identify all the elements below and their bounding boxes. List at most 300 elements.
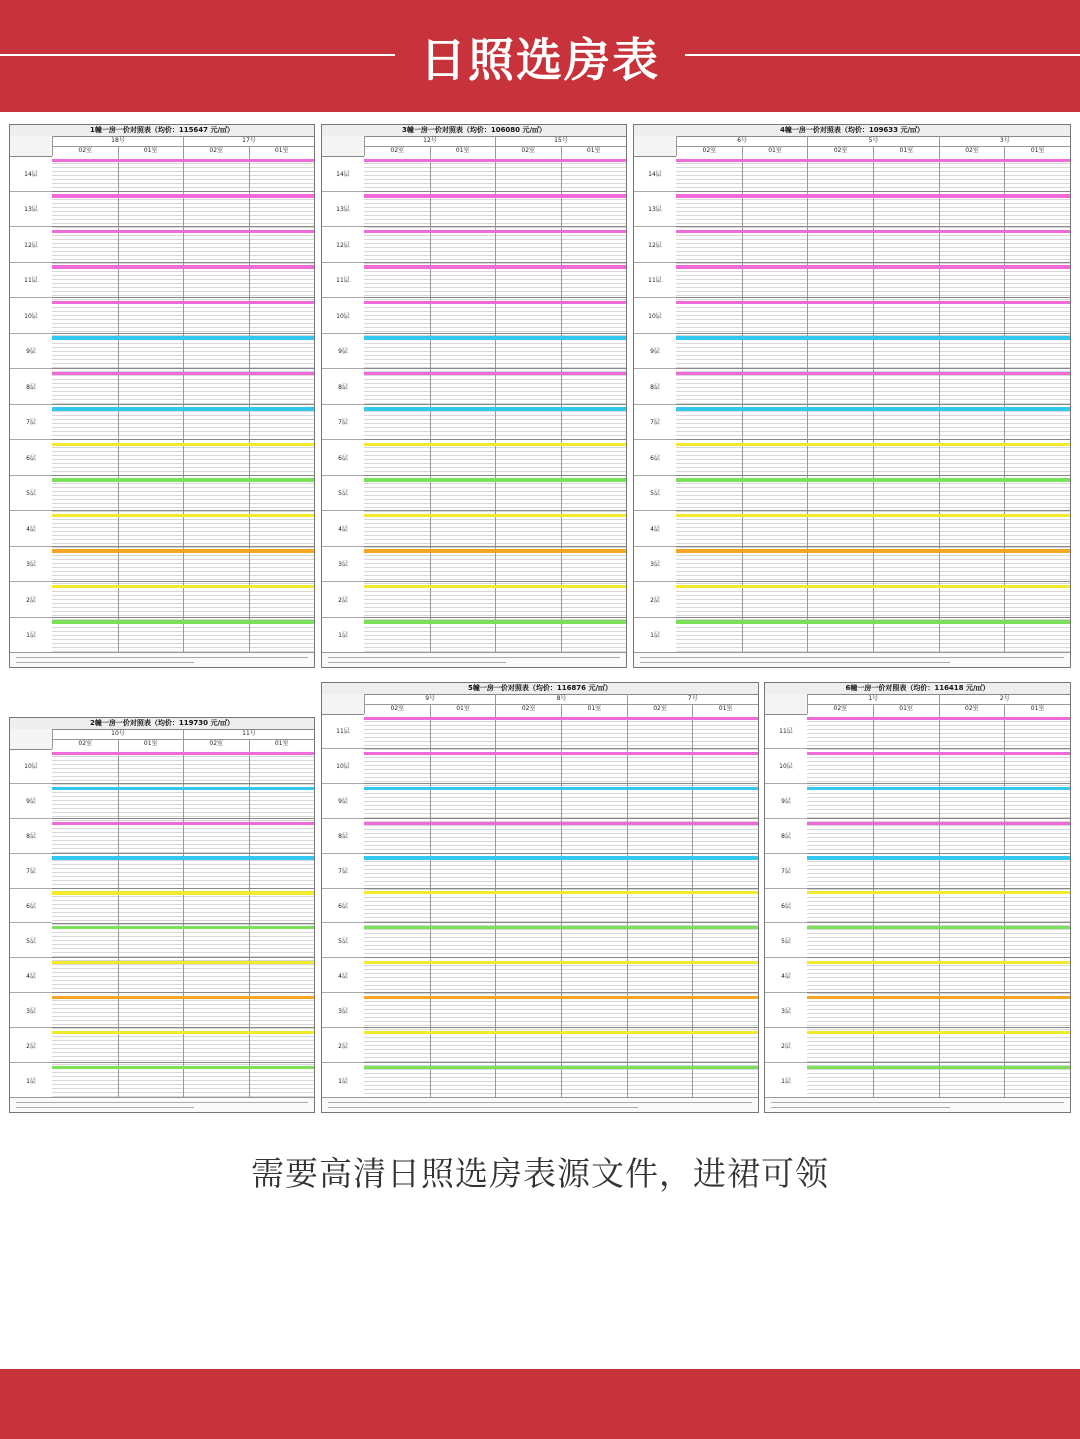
sunlight-strip — [364, 585, 626, 588]
building-6-price-sheet — [764, 682, 1071, 1113]
sunlight-strip — [807, 891, 1070, 894]
room-label: 01室 — [430, 704, 496, 714]
floor-column — [10, 156, 53, 653]
floor-label: 9层 — [634, 334, 676, 370]
sunlight-strip — [676, 265, 1070, 268]
room-label: 02室 — [676, 146, 742, 156]
sunlight-strip — [676, 585, 1070, 588]
sunlight-strip — [52, 230, 314, 233]
sunlight-strip — [807, 822, 1070, 825]
row-separator — [52, 888, 314, 889]
row-separator — [364, 922, 758, 923]
sheet-title: 3幢一房一价对照表（均价：106080 元/㎡） — [322, 125, 626, 137]
sunlight-strip — [52, 787, 314, 790]
room-label: 01室 — [1004, 704, 1070, 714]
floor-label: 8层 — [322, 819, 364, 854]
sunlight-strip — [52, 514, 314, 517]
column-divider — [495, 714, 496, 1098]
floor-column — [765, 714, 808, 1098]
unit-label: 12号 — [364, 136, 495, 146]
row-separator — [364, 1027, 758, 1028]
footer-band — [0, 1369, 1080, 1439]
sunlight-strip — [676, 336, 1070, 339]
floor-label: 8层 — [765, 819, 807, 854]
sheet-footnote — [634, 652, 1070, 667]
sunlight-strip — [52, 372, 314, 375]
floor-label: 2层 — [322, 1028, 364, 1063]
row-separator — [676, 368, 1070, 369]
floor-label: 4层 — [10, 511, 52, 547]
price-grid — [807, 714, 1070, 1098]
row-separator — [52, 1062, 314, 1063]
floor-label: 13层 — [10, 192, 52, 228]
sunlight-strip — [52, 407, 314, 410]
row-separator — [364, 853, 758, 854]
row-separator — [807, 818, 1070, 819]
row-separator — [676, 191, 1070, 192]
floor-label: 13层 — [634, 192, 676, 228]
room-label: 01室 — [561, 704, 627, 714]
floor-column — [322, 714, 365, 1098]
floor-label: 1层 — [322, 1063, 364, 1098]
row-separator — [364, 617, 626, 618]
header-left-cell — [10, 729, 52, 750]
floor-label: 10层 — [765, 749, 807, 784]
sunlight-strip — [676, 159, 1070, 162]
sunlight-strip — [364, 787, 758, 790]
unit-label: 11号 — [183, 729, 314, 739]
floor-label: 7层 — [322, 405, 364, 441]
floor-label: 10层 — [10, 749, 52, 784]
sunlight-strip — [364, 194, 626, 197]
sunlight-strip — [364, 891, 758, 894]
sunlight-strip — [676, 407, 1070, 410]
floor-label: 9层 — [765, 784, 807, 819]
sunlight-strip — [364, 301, 626, 304]
sunlight-strip — [52, 1066, 314, 1069]
building-4-price-sheet — [633, 124, 1071, 668]
sunlight-strip — [364, 336, 626, 339]
sunlight-strip — [364, 1066, 758, 1069]
room-label: 02室 — [939, 146, 1005, 156]
row-separator — [364, 226, 626, 227]
floor-label: 1层 — [634, 618, 676, 654]
row-separator — [676, 297, 1070, 298]
floor-label: 9层 — [10, 334, 52, 370]
floor-label: 5层 — [10, 476, 52, 512]
floor-column — [10, 749, 53, 1098]
floor-label: 13层 — [322, 192, 364, 228]
floor-label: 11层 — [322, 714, 364, 749]
floor-label: 3层 — [322, 993, 364, 1028]
floor-label: 6层 — [322, 889, 364, 924]
sunlight-strip — [364, 159, 626, 162]
price-grid — [52, 156, 314, 653]
sunlight-strip — [52, 194, 314, 197]
sunlight-strip — [364, 407, 626, 410]
floor-label: 10层 — [634, 298, 676, 334]
column-divider — [939, 714, 940, 1098]
header-left-cell — [322, 136, 364, 157]
row-separator — [364, 818, 758, 819]
row-separator — [676, 439, 1070, 440]
column-divider — [249, 749, 250, 1098]
row-separator — [52, 297, 314, 298]
header-banner — [0, 0, 1080, 112]
floor-label: 4层 — [322, 511, 364, 547]
row-separator — [52, 546, 314, 547]
sunlight-strip — [364, 822, 758, 825]
sunlight-strip — [676, 478, 1070, 481]
floor-label: 2层 — [765, 1028, 807, 1063]
sheet-title: 5幢一房一价对照表（均价：116876 元/㎡） — [322, 683, 758, 695]
row-separator — [364, 748, 758, 749]
column-divider — [183, 749, 184, 1098]
sunlight-strip — [52, 926, 314, 929]
sunlight-strip — [676, 443, 1070, 446]
row-separator — [364, 368, 626, 369]
price-grid — [364, 156, 626, 653]
room-label: 02室 — [807, 704, 873, 714]
sunlight-strip — [807, 752, 1070, 755]
unit-label: 8号 — [495, 694, 626, 704]
room-label: 02室 — [52, 739, 118, 749]
floor-label: 1层 — [10, 618, 52, 654]
floor-label: 14层 — [634, 156, 676, 192]
row-separator — [52, 262, 314, 263]
sheet-title: 2幢一房一价对照表（均价：119730 元/㎡） — [10, 718, 314, 730]
page-title: 日照选房表 — [420, 33, 660, 87]
unit-label: 7号 — [627, 694, 758, 704]
row-separator — [52, 368, 314, 369]
sunlight-strip — [676, 230, 1070, 233]
floor-label: 7层 — [10, 854, 52, 889]
row-separator — [676, 333, 1070, 334]
row-separator — [52, 510, 314, 511]
column-divider — [430, 714, 431, 1098]
room-label: 01室 — [118, 739, 184, 749]
floor-label: 11层 — [10, 263, 52, 299]
sunlight-strip — [52, 891, 314, 894]
sunlight-strip — [364, 1031, 758, 1034]
room-label: 01室 — [742, 146, 808, 156]
floor-label: 9层 — [322, 334, 364, 370]
row-separator — [364, 404, 626, 405]
floor-label: 6层 — [10, 440, 52, 476]
sunlight-strip — [364, 265, 626, 268]
row-separator — [807, 853, 1070, 854]
floor-label: 4层 — [765, 958, 807, 993]
room-label: 01室 — [249, 146, 315, 156]
row-separator — [364, 262, 626, 263]
row-separator — [52, 853, 314, 854]
row-separator — [676, 581, 1070, 582]
floor-label: 1层 — [765, 1063, 807, 1098]
row-separator — [676, 617, 1070, 618]
row-separator — [807, 748, 1070, 749]
header-left-cell — [322, 694, 364, 715]
floor-label: 3层 — [10, 993, 52, 1028]
unit-label: 5号 — [807, 136, 938, 146]
room-label: 02室 — [183, 739, 249, 749]
sunlight-strip — [52, 752, 314, 755]
floor-label: 1层 — [10, 1063, 52, 1098]
sunlight-strip — [52, 159, 314, 162]
row-separator — [676, 475, 1070, 476]
row-separator — [364, 888, 758, 889]
room-label: 01室 — [692, 704, 758, 714]
room-label: 02室 — [495, 146, 561, 156]
building-3-price-sheet — [321, 124, 627, 668]
row-separator — [807, 922, 1070, 923]
column-divider — [118, 749, 119, 1098]
row-separator — [807, 888, 1070, 889]
floor-column — [322, 156, 365, 653]
price-grid — [52, 749, 314, 1098]
row-separator — [364, 546, 626, 547]
sunlight-strip — [364, 443, 626, 446]
row-separator — [807, 1027, 1070, 1028]
sunlight-strip — [364, 717, 758, 720]
floor-label: 12层 — [322, 227, 364, 263]
sunlight-strip — [676, 620, 1070, 623]
row-separator — [676, 262, 1070, 263]
floor-label: 11层 — [765, 714, 807, 749]
row-separator — [364, 510, 626, 511]
building-1-price-sheet — [9, 124, 315, 668]
floor-label: 10层 — [322, 298, 364, 334]
sunlight-strip — [364, 961, 758, 964]
row-separator — [807, 992, 1070, 993]
row-separator — [52, 404, 314, 405]
row-separator — [364, 992, 758, 993]
row-separator — [364, 957, 758, 958]
floor-label: 4层 — [10, 958, 52, 993]
sheet-footnote — [322, 1097, 758, 1112]
row-separator — [52, 475, 314, 476]
floor-label: 8层 — [10, 369, 52, 405]
sunlight-strip — [676, 372, 1070, 375]
unit-label: 2号 — [939, 694, 1071, 704]
header-left-cell — [10, 136, 52, 157]
sunlight-strip — [52, 478, 314, 481]
row-separator — [364, 333, 626, 334]
building-2-price-sheet — [9, 717, 315, 1113]
unit-label: 6号 — [676, 136, 807, 146]
sunlight-strip — [676, 194, 1070, 197]
unit-label: 9号 — [364, 694, 495, 704]
floor-label: 10层 — [10, 298, 52, 334]
sunlight-strip — [676, 514, 1070, 517]
floor-label: 3层 — [322, 547, 364, 583]
unit-label: 15号 — [495, 136, 626, 146]
floor-label: 3层 — [634, 547, 676, 583]
room-label: 02室 — [807, 146, 873, 156]
floor-label: 7层 — [634, 405, 676, 441]
floor-label: 5层 — [634, 476, 676, 512]
row-separator — [52, 957, 314, 958]
sheet-title: 4幢一房一价对照表（均价：109633 元/㎡） — [634, 125, 1070, 137]
room-label: 01室 — [873, 704, 939, 714]
caption-text: 需要高清日照选房表源文件，进裙可领 — [251, 1154, 829, 1193]
row-separator — [52, 923, 314, 924]
sunlight-strip — [807, 996, 1070, 999]
column-divider — [1004, 714, 1005, 1098]
floor-label: 6层 — [765, 889, 807, 924]
sunlight-strip — [364, 926, 758, 929]
row-separator — [52, 992, 314, 993]
row-separator — [676, 546, 1070, 547]
sunlight-strip — [364, 372, 626, 375]
row-separator — [52, 191, 314, 192]
sunlight-strip — [52, 822, 314, 825]
row-separator — [807, 957, 1070, 958]
row-separator — [52, 617, 314, 618]
row-separator — [364, 1062, 758, 1063]
sunlight-strip — [52, 620, 314, 623]
row-separator — [676, 226, 1070, 227]
floor-label: 3层 — [765, 993, 807, 1028]
room-label: 01室 — [873, 146, 939, 156]
room-label: 02室 — [495, 704, 561, 714]
sunlight-strip — [52, 549, 314, 552]
row-separator — [807, 783, 1070, 784]
sunlight-strip — [52, 996, 314, 999]
row-separator — [364, 191, 626, 192]
column-divider — [873, 714, 874, 1098]
room-label: 02室 — [627, 704, 693, 714]
sunlight-strip — [364, 514, 626, 517]
floor-label: 4层 — [634, 511, 676, 547]
row-separator — [364, 475, 626, 476]
sunlight-strip — [364, 996, 758, 999]
floor-label: 11层 — [322, 263, 364, 299]
unit-label: 10号 — [52, 729, 183, 739]
sunlight-strip — [364, 856, 758, 859]
row-separator — [364, 439, 626, 440]
room-label: 01室 — [561, 146, 627, 156]
sunlight-strip — [364, 752, 758, 755]
unit-label: 1号 — [807, 694, 939, 704]
floor-label: 9层 — [10, 784, 52, 819]
room-label: 02室 — [939, 704, 1005, 714]
floor-label: 5层 — [322, 476, 364, 512]
floor-label: 7层 — [765, 854, 807, 889]
sunlight-strip — [52, 961, 314, 964]
row-separator — [52, 783, 314, 784]
row-separator — [364, 783, 758, 784]
row-separator — [52, 581, 314, 582]
floor-label: 14层 — [10, 156, 52, 192]
row-separator — [364, 297, 626, 298]
sheet-title: 6幢一房一价对照表（均价：116418 元/㎡） — [765, 683, 1070, 695]
floor-label: 6层 — [634, 440, 676, 476]
unit-label: 17号 — [183, 136, 314, 146]
room-label: 02室 — [364, 704, 430, 714]
floor-label: 5层 — [10, 924, 52, 959]
floor-label: 2层 — [10, 1028, 52, 1063]
sunlight-strip — [807, 787, 1070, 790]
floor-label: 5层 — [322, 923, 364, 958]
floor-label: 7层 — [10, 405, 52, 441]
row-separator — [52, 439, 314, 440]
sheet-footnote — [322, 652, 626, 667]
row-separator — [807, 1062, 1070, 1063]
room-label: 01室 — [430, 146, 496, 156]
floor-label: 8层 — [10, 819, 52, 854]
sunlight-strip — [364, 478, 626, 481]
floor-label: 6层 — [322, 440, 364, 476]
price-grid — [676, 156, 1070, 653]
floor-label: 14层 — [322, 156, 364, 192]
room-label: 02室 — [364, 146, 430, 156]
sunlight-strip — [364, 620, 626, 623]
row-separator — [52, 226, 314, 227]
row-separator — [676, 404, 1070, 405]
floor-label: 10层 — [322, 749, 364, 784]
room-label: 01室 — [118, 146, 184, 156]
sunlight-strip — [52, 1031, 314, 1034]
sunlight-strip — [807, 926, 1070, 929]
header-left-cell — [765, 694, 807, 715]
room-label: 02室 — [52, 146, 118, 156]
price-grid — [364, 714, 758, 1098]
floor-label: 1层 — [322, 618, 364, 654]
sunlight-strip — [807, 961, 1070, 964]
sunlight-strip — [807, 717, 1070, 720]
sunlight-strip — [676, 301, 1070, 304]
unit-label: 3号 — [939, 136, 1070, 146]
floor-label: 2层 — [634, 582, 676, 618]
unit-label: 18号 — [52, 136, 183, 146]
header-left-cell — [634, 136, 676, 157]
floor-label: 12层 — [10, 227, 52, 263]
sunlight-strip — [807, 856, 1070, 859]
room-label: 02室 — [183, 146, 249, 156]
room-label: 01室 — [1004, 146, 1070, 156]
sunlight-strip — [364, 230, 626, 233]
sunlight-strip — [676, 549, 1070, 552]
sunlight-strip — [52, 265, 314, 268]
floor-label: 6层 — [10, 889, 52, 924]
sunlight-strip — [807, 1031, 1070, 1034]
floor-label: 2层 — [10, 582, 52, 618]
sunlight-strip — [52, 336, 314, 339]
floor-label: 12层 — [634, 227, 676, 263]
floor-column — [634, 156, 677, 653]
column-divider — [692, 714, 693, 1098]
sheet-footnote — [765, 1097, 1070, 1112]
floor-label: 7层 — [322, 854, 364, 889]
sunlight-strip — [52, 443, 314, 446]
row-separator — [676, 510, 1070, 511]
room-label: 01室 — [249, 739, 315, 749]
building-5-price-sheet — [321, 682, 759, 1113]
floor-label: 2层 — [322, 582, 364, 618]
floor-label: 8层 — [322, 369, 364, 405]
sheet-footnote — [10, 1097, 314, 1112]
sunlight-strip — [52, 856, 314, 859]
sunlight-strip — [807, 1066, 1070, 1069]
row-separator — [52, 1027, 314, 1028]
floor-label: 9层 — [322, 784, 364, 819]
floor-label: 8层 — [634, 369, 676, 405]
floor-label: 4层 — [322, 958, 364, 993]
sunlight-strip — [52, 301, 314, 304]
row-separator — [52, 818, 314, 819]
sheet-footnote — [10, 652, 314, 667]
floor-label: 11层 — [634, 263, 676, 299]
